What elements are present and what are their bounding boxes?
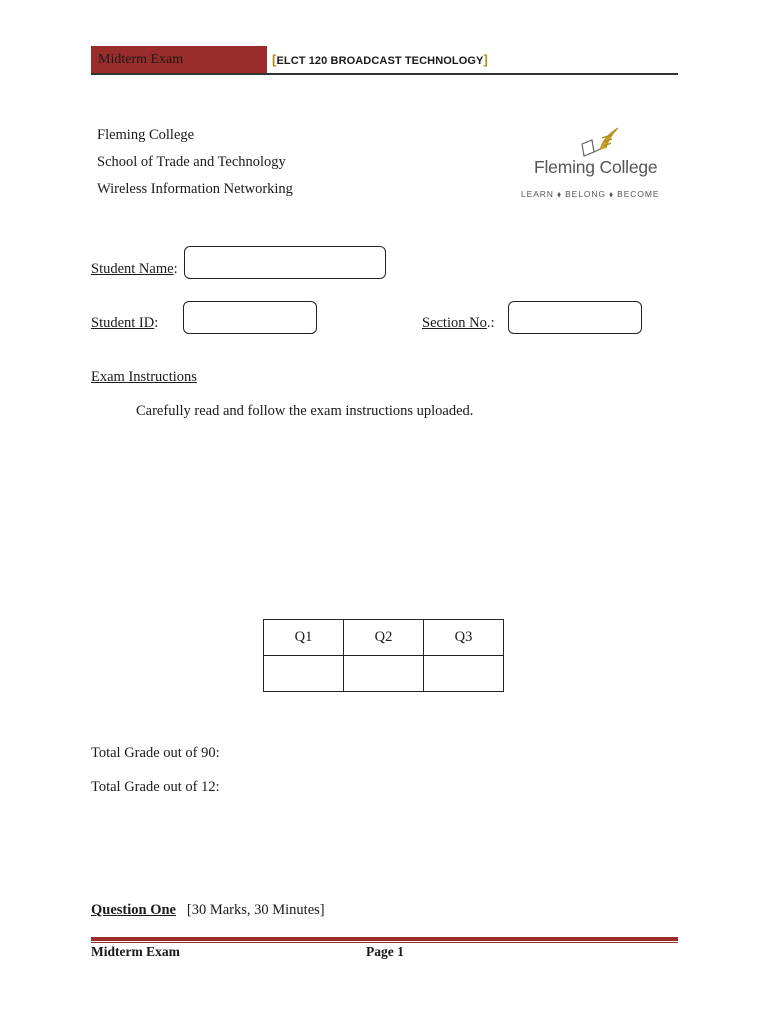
- student-id-label: Student ID: [91, 315, 155, 331]
- student-name-label: Student Name: [91, 261, 174, 277]
- grade-cell-q2[interactable]: [344, 656, 424, 692]
- question-detail: [30 Marks, 30 Minutes]: [186, 902, 325, 918]
- student-name-colon: :: [173, 261, 178, 277]
- grade-table-header-row: [264, 620, 504, 656]
- grade-header-q3: Q3: [424, 620, 504, 656]
- section-label: Section No: [422, 315, 487, 331]
- institution-college: Fleming College: [97, 127, 195, 143]
- bracket-close: ]: [483, 52, 488, 67]
- institution-program: Wireless Information Networking: [97, 181, 293, 197]
- logo-tagline: LEARN ⬧ BELONG ⬧ BECOME: [521, 189, 660, 199]
- grade-header-q1: Q1: [264, 620, 344, 656]
- grade-header-q2: Q2: [344, 620, 424, 656]
- institution-school: School of Trade and Technology: [97, 154, 286, 170]
- grade-table-value-row: [264, 656, 504, 692]
- section-field[interactable]: [508, 301, 642, 334]
- student-id-colon: :: [154, 315, 159, 331]
- grade-table: [263, 619, 504, 692]
- footer-rule-thick: [91, 937, 678, 941]
- grade-cell-q3[interactable]: [424, 656, 504, 692]
- total-grade-12: Total Grade out of 12:: [91, 779, 220, 795]
- footer-rule-thin: [91, 942, 678, 943]
- question-title: Question One: [91, 902, 176, 918]
- fleming-college-logo-icon: [578, 126, 620, 160]
- logo-name: Fleming College: [534, 157, 658, 177]
- student-name-field[interactable]: [184, 246, 386, 279]
- section-colon: .:: [486, 315, 495, 331]
- grade-cell-q1[interactable]: [264, 656, 344, 692]
- footer-exam-label: Midterm Exam: [91, 944, 180, 959]
- footer-page-number: Page 1: [366, 944, 404, 959]
- section-label-group: [422, 315, 495, 332]
- course-name: ELCT 120 BROADCAST TECHNOLOGY: [276, 55, 484, 67]
- bracket-open: [: [272, 52, 277, 67]
- student-id-label-group: [91, 315, 158, 332]
- instructions-title: Exam Instructions: [91, 369, 197, 385]
- header-course-title: [272, 52, 488, 67]
- header-rule: [91, 73, 678, 75]
- header-exam-label: Midterm Exam: [91, 46, 267, 73]
- instructions-text: Carefully read and follow the exam instructions uploaded.: [136, 403, 474, 419]
- student-name-label-group: [91, 261, 178, 278]
- total-grade-90: Total Grade out of 90:: [91, 745, 220, 761]
- question-heading: [91, 902, 325, 919]
- student-id-field[interactable]: [183, 301, 317, 334]
